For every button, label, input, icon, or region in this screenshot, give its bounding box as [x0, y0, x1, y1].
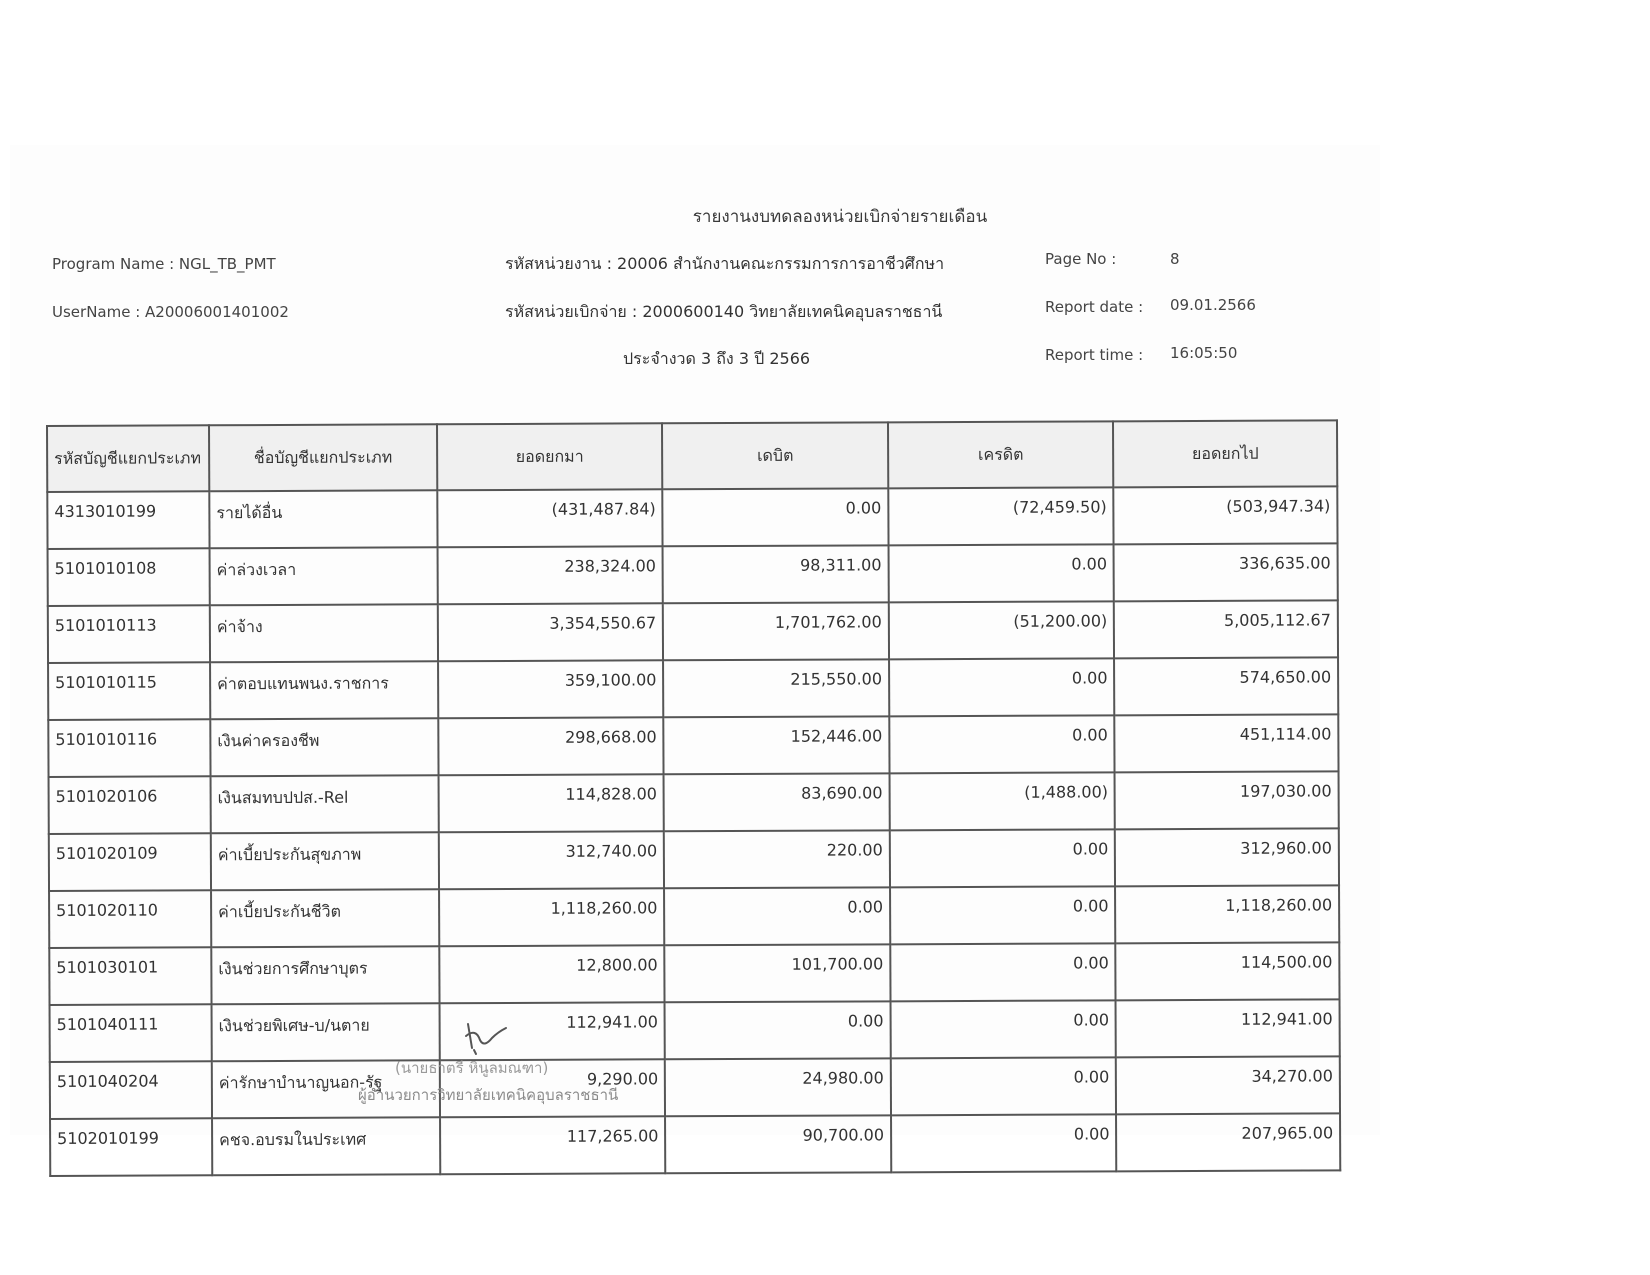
- credit: 0.00: [889, 715, 1115, 773]
- account-name: คชจ.อบรมในประเทศ: [212, 1117, 440, 1175]
- account-name: ค่าเบี้ยประกันชีวิต: [211, 889, 439, 947]
- table-row: [48, 600, 1338, 663]
- report-time-value: 16:05:50: [1170, 344, 1238, 362]
- account-code: 5101020106: [49, 776, 211, 834]
- handwritten-signature: [462, 1018, 510, 1058]
- account-name: เงินช่วยพิเศษ-บ/นตาย: [212, 1003, 440, 1061]
- table-row: [48, 543, 1338, 606]
- account-name: ค่าจ้าง: [210, 604, 438, 662]
- credit: 0.00: [890, 1000, 1116, 1058]
- credit: 0.00: [889, 658, 1115, 716]
- account-name: ค่าล่วงเวลา: [210, 547, 438, 605]
- trial-balance-table: [46, 419, 1341, 1177]
- closing-balance: 34,270.00: [1116, 1056, 1340, 1114]
- credit: (1,488.00): [889, 772, 1115, 830]
- table-header-row: [47, 420, 1337, 492]
- debit: 0.00: [665, 1001, 891, 1059]
- credit: 0.00: [891, 1057, 1117, 1115]
- header-credit: เครดิต: [888, 421, 1114, 488]
- closing-balance: 336,635.00: [1114, 543, 1338, 601]
- header-opening-balance: ยอดยกมา: [437, 423, 663, 490]
- table-row: [47, 486, 1337, 549]
- closing-balance: 574,650.00: [1114, 657, 1338, 715]
- debit: 215,550.00: [663, 659, 889, 717]
- signer-name: (นายธาตรี หินูลมณฑา): [395, 1059, 549, 1077]
- closing-balance: (503,947.34): [1114, 486, 1338, 544]
- opening-balance: 9,290.00: [440, 1059, 666, 1117]
- opening-balance: (431,487.84): [437, 489, 663, 547]
- account-code: 5101010115: [48, 662, 210, 720]
- closing-balance: 207,965.00: [1116, 1113, 1340, 1171]
- debit: 24,980.00: [665, 1058, 891, 1116]
- report-period: ประจำงวด 3 ถึง 3 ปี 2566: [623, 349, 811, 368]
- table-row: [50, 1113, 1340, 1176]
- account-code: 5102010199: [50, 1118, 212, 1176]
- account-code: 5101020109: [49, 833, 211, 891]
- account-code: 5101040111: [50, 1004, 212, 1062]
- credit: 0.00: [888, 544, 1114, 602]
- header-closing-balance: ยอดยกไป: [1113, 420, 1337, 487]
- account-code: 5101010108: [48, 548, 210, 606]
- agency-code: รหัสหน่วยงาน : 20006 สำนักงานคณะกรรมการการอาชีวศึกษา: [505, 254, 945, 273]
- credit: (51,200.00): [889, 601, 1115, 659]
- debit: 0.00: [663, 488, 889, 546]
- closing-balance: 1,118,260.00: [1115, 885, 1339, 943]
- account-code: 5101010113: [48, 605, 210, 663]
- account-code: 5101010116: [48, 719, 210, 777]
- opening-balance: 298,668.00: [438, 717, 664, 775]
- account-name: ค่าตอบแทนพนง.ราชการ: [210, 661, 438, 719]
- opening-balance: 112,941.00: [439, 1002, 665, 1060]
- opening-balance: 114,828.00: [438, 774, 664, 832]
- table-row: [49, 828, 1339, 891]
- account-code: 5101020110: [49, 890, 211, 948]
- account-code: 4313010199: [47, 491, 209, 549]
- user-name: UserName : A20006001401002: [52, 303, 289, 321]
- account-name: เงินค่าครองชีพ: [210, 718, 438, 776]
- debit: 152,446.00: [664, 716, 890, 774]
- account-code: 5101030101: [49, 947, 211, 1005]
- closing-balance: 197,030.00: [1115, 771, 1339, 829]
- credit: 0.00: [891, 1114, 1117, 1172]
- program-name: Program Name : NGL_TB_PMT: [52, 255, 276, 273]
- credit: 0.00: [890, 943, 1116, 1001]
- opening-balance: 12,800.00: [439, 945, 665, 1003]
- page-no-value: 8: [1170, 250, 1180, 268]
- closing-balance: 114,500.00: [1116, 942, 1340, 1000]
- disbursement-unit-code: รหัสหน่วยเบิกจ่าย : 2000600140 วิทยาลัยเทคนิคอุบลราชธานี: [505, 302, 943, 321]
- closing-balance: 312,960.00: [1115, 828, 1339, 886]
- account-name: ค่ารักษาบำนาญนอก-รัฐ: [212, 1060, 440, 1118]
- table-body: [47, 486, 1340, 1176]
- report-date-value: 09.01.2566: [1170, 296, 1256, 314]
- credit: 0.00: [890, 886, 1116, 944]
- header-debit: เดบิต: [662, 422, 888, 489]
- debit: 101,700.00: [665, 944, 891, 1002]
- closing-balance: 451,114.00: [1115, 714, 1339, 772]
- opening-balance: 1,118,260.00: [439, 888, 665, 946]
- table-row: [49, 942, 1339, 1005]
- closing-balance: 5,005,112.67: [1114, 600, 1338, 658]
- signer-title: ผู้อำนวยการวิทยาลัยเทคนิคอุบลราชธานี: [358, 1086, 619, 1104]
- debit: 90,700.00: [665, 1115, 891, 1173]
- table-row: [49, 771, 1339, 834]
- debit: 220.00: [664, 830, 890, 888]
- opening-balance: 359,100.00: [438, 660, 664, 718]
- account-name: ค่าเบี้ยประกันสุขภาพ: [211, 832, 439, 890]
- debit: 83,690.00: [664, 773, 890, 831]
- report-date-label: Report date :: [1045, 298, 1144, 316]
- account-name: เงินสมทบปปส.-Rel: [211, 775, 439, 833]
- opening-balance: 3,354,550.67: [438, 603, 664, 661]
- account-name: รายได้อื่น: [209, 490, 437, 548]
- debit: 1,701,762.00: [663, 602, 889, 660]
- table-row: [50, 999, 1340, 1062]
- table-row: [48, 657, 1338, 720]
- credit: (72,459.50): [888, 487, 1114, 545]
- opening-balance: 312,740.00: [439, 831, 665, 889]
- header-account-name: ชื่อบัญชีแยกประเภท: [209, 424, 437, 491]
- credit: 0.00: [890, 829, 1116, 887]
- table-row: [48, 714, 1338, 777]
- opening-balance: 238,324.00: [437, 546, 663, 604]
- header-account-code: รหัสบัญชีแยกประเภท: [47, 425, 209, 492]
- account-code: 5101040204: [50, 1061, 212, 1119]
- opening-balance: 117,265.00: [440, 1116, 666, 1174]
- closing-balance: 112,941.00: [1116, 999, 1340, 1057]
- report-time-label: Report time :: [1045, 346, 1144, 364]
- debit: 98,311.00: [663, 545, 889, 603]
- account-name: เงินช่วยการศึกษาบุตร: [211, 946, 439, 1004]
- table-row: [50, 1056, 1340, 1119]
- page-no-label: Page No :: [1045, 250, 1117, 268]
- table-row: [49, 885, 1339, 948]
- report-title: รายงานงบทดลองหน่วยเบิกจ่ายรายเดือน: [692, 207, 988, 227]
- debit: 0.00: [664, 887, 890, 945]
